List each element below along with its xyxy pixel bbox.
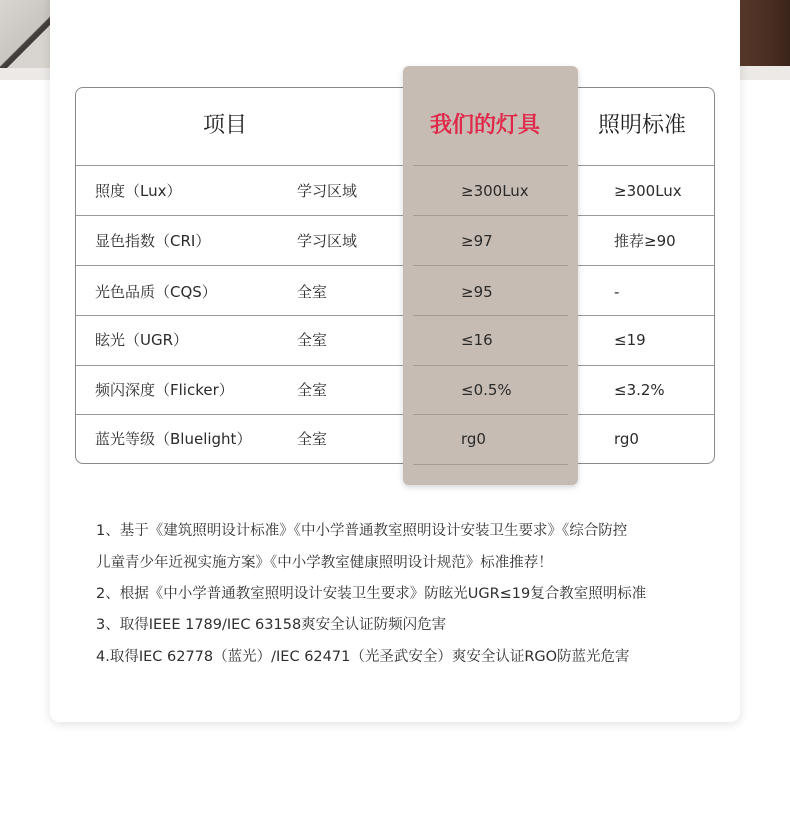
row-our-value: ≤16 (461, 331, 493, 349)
background-chair-fragment (0, 0, 52, 68)
row-divider (76, 215, 403, 216)
row-our-value: rg0 (461, 430, 486, 448)
row-standard-value: - (614, 283, 620, 301)
highlight-row-divider (413, 414, 568, 415)
row-our-value: ≤0.5% (461, 381, 512, 399)
row-area: 学习区域 (297, 232, 358, 250)
row-item-name: 眩光（UGR） (95, 331, 189, 349)
row-divider (578, 315, 714, 316)
highlight-row-divider (413, 464, 568, 465)
row-divider (76, 414, 403, 415)
note-line: 4.取得IEC 62778（蓝光）/IEC 62471（光圣武安全）爽安全认证RGO防蓝光危害 (96, 649, 630, 665)
highlight-row-divider (413, 365, 568, 366)
row-item-name: 照度（Lux） (95, 182, 182, 200)
comparison-table-border (75, 87, 715, 464)
row-item-name: 蓝光等级（Bluelight） (95, 430, 252, 448)
highlight-row-divider (413, 215, 568, 216)
row-area: 全室 (297, 331, 328, 349)
row-divider (578, 365, 714, 366)
row-divider (76, 265, 403, 266)
row-divider (76, 365, 403, 366)
header-item: 项目 (203, 113, 248, 138)
header-standard: 照明标准 (598, 113, 687, 138)
background-furniture-fragment (734, 0, 790, 66)
row-divider (76, 165, 403, 166)
row-standard-value: ≤3.2% (614, 381, 665, 399)
row-area: 学习区域 (297, 182, 358, 200)
row-area: 全室 (297, 381, 328, 399)
note-line: 儿童青少年近视实施方案》《中小学教室健康照明设计规范》标准推荐！ (96, 555, 553, 571)
row-area: 全室 (297, 430, 328, 448)
row-divider (578, 215, 714, 216)
row-our-value: ≥300Lux (461, 182, 529, 200)
note-line: 1、基于《建筑照明设计标准》《中小学普通教室照明设计安装卫生要求》《综合防控 (96, 523, 628, 539)
row-standard-value: ≥300Lux (614, 182, 682, 200)
row-divider (578, 165, 714, 166)
highlight-row-divider (413, 315, 568, 316)
row-standard-value: rg0 (614, 430, 639, 448)
row-area: 全室 (297, 283, 328, 301)
row-divider (578, 414, 714, 415)
row-divider (578, 265, 714, 266)
row-our-value: ≥95 (461, 283, 493, 301)
row-our-value: ≥97 (461, 232, 493, 250)
highlight-row-divider (413, 165, 568, 166)
row-item-name: 显色指数（CRI） (95, 232, 211, 250)
note-line: 3、取得IEEE 1789/IEC 63158爽安全认证防频闪危害 (96, 617, 447, 633)
header-our-lamp: 我们的灯具 (430, 113, 541, 138)
row-standard-value: 推荐≥90 (614, 232, 676, 250)
row-standard-value: ≤19 (614, 331, 646, 349)
row-item-name: 光色品质（CQS） (95, 283, 217, 301)
note-line: 2、根据《中小学普通教室照明设计安装卫生要求》防眩光UGR≤19复合教室照明标准 (96, 586, 647, 602)
row-divider (76, 315, 403, 316)
highlight-row-divider (413, 265, 568, 266)
row-item-name: 频闪深度（Flicker） (95, 381, 234, 399)
